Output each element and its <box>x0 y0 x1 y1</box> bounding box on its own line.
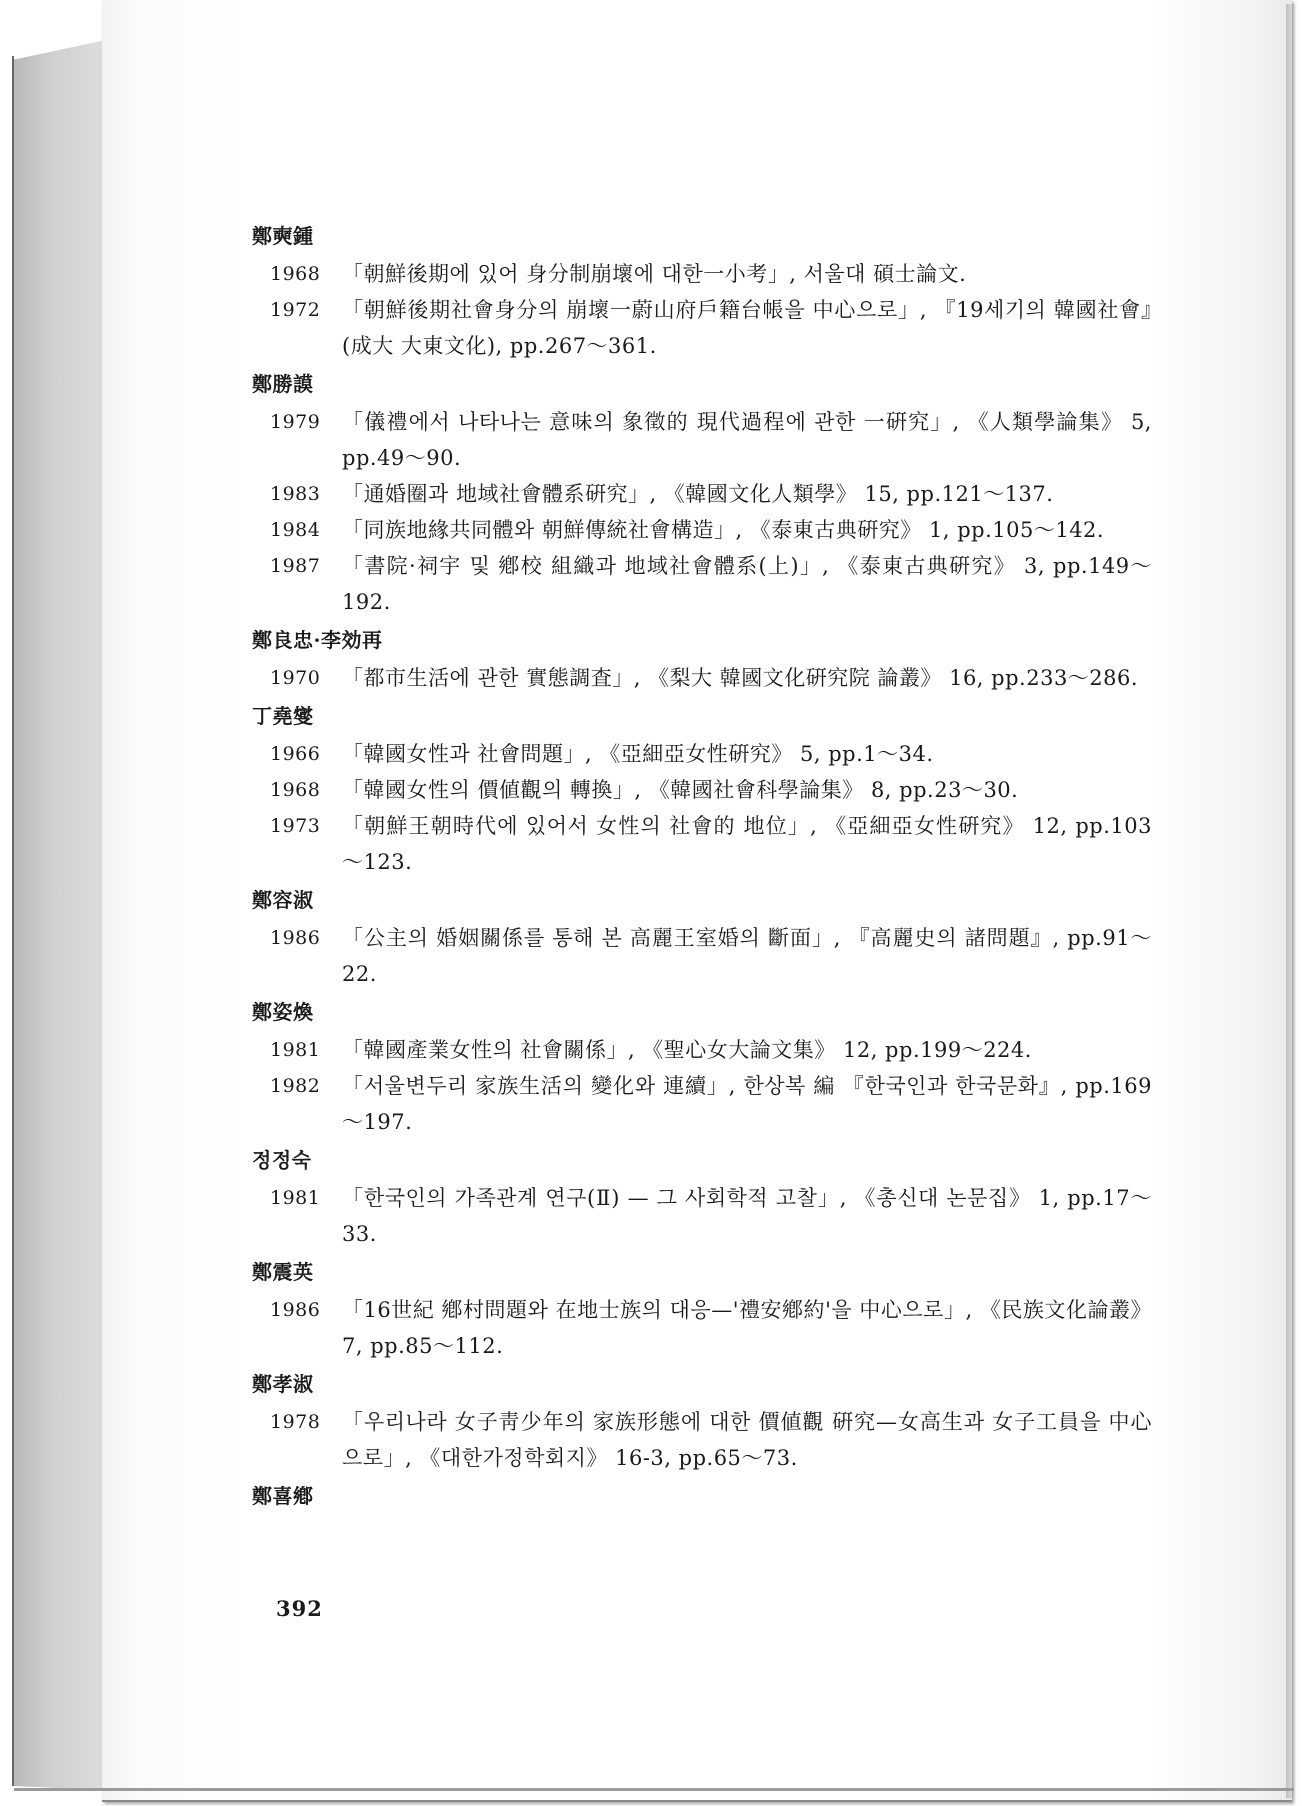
entry-year: 1973 <box>270 815 321 837</box>
bibliography-entry <box>252 512 1152 548</box>
author-heading: 鄭容淑 <box>252 888 314 912</box>
bibliography-entry <box>252 256 1152 292</box>
entry-citation: 「儀禮에서 나타나는 意味의 象徵的 現代過程에 관한 一硏究」, 《人類學論集》 5, pp.49～90. <box>342 410 1152 470</box>
entry-citation: 「韓國女性과 社會問題」, 《亞細亞女性硏究》 5, pp.1～34. <box>342 742 934 766</box>
bibliography-entry <box>252 808 1152 880</box>
author-heading: 鄭奭鍾 <box>252 224 314 248</box>
entry-citation: 「서울변두리 家族生活의 變化와 連續」, 한상복 編 『한국인과 한국문화』, pp.169～197. <box>342 1074 1152 1134</box>
entry-citation: 「朝鮮後期에 있어 身分制崩壞에 대한一小考」, 서울대 碩士論文. <box>342 262 967 286</box>
entry-citation: 「同族地緣共同體와 朝鮮傳統社會構造」, 《泰東古典硏究》 1, pp.105～142. <box>342 518 1105 542</box>
entry-year: 1966 <box>270 743 321 765</box>
author-heading: 鄭孝淑 <box>252 1372 314 1396</box>
entry-citation: 「한국인의 가족관계 연구(Ⅱ) — 그 사회학적 고찰」, 《총신대 논문집》 1, pp.17～33. <box>342 1186 1152 1246</box>
entry-year: 1972 <box>270 299 321 321</box>
entry-citation: 「朝鮮王朝時代에 있어서 女性의 社會的 地位」, 《亞細亞女性硏究》 12, pp.103～123. <box>342 814 1152 874</box>
page-number: 392 <box>276 1596 323 1621</box>
bibliography-entry <box>252 1292 1152 1364</box>
entry-year: 1968 <box>270 263 321 285</box>
entry-year: 1983 <box>270 483 321 505</box>
entry-year: 1984 <box>270 519 321 541</box>
bibliography-entry <box>252 1068 1152 1140</box>
bibliography-entry <box>252 660 1152 696</box>
entry-citation: 「通婚圈과 地域社會體系硏究」, 《韓國文化人類學》 15, pp.121～137. <box>342 482 1054 506</box>
entry-citation: 「韓國產業女性의 社會關係」, 《聖心女大論文集》 12, pp.199～224. <box>342 1038 1032 1062</box>
bibliography-entry <box>252 736 1152 772</box>
bibliography-list <box>252 216 1152 1516</box>
entry-year: 1970 <box>270 667 321 689</box>
bibliography-entry <box>252 1032 1152 1068</box>
author-heading: 鄭勝謨 <box>252 372 314 396</box>
book-bottom-edge <box>14 1788 1294 1791</box>
bibliography-entry <box>252 1404 1152 1476</box>
bibliography-entry <box>252 292 1152 364</box>
entry-year: 1978 <box>270 1411 321 1433</box>
entry-year: 1981 <box>270 1039 321 1061</box>
bibliography-entry <box>252 548 1152 620</box>
author-heading: 鄭姿煥 <box>252 1000 314 1024</box>
entry-citation: 「韓國女性의 價値觀의 轉換」, 《韓國社會科學論集》 8, pp.23～30. <box>342 778 1019 802</box>
entry-year: 1986 <box>270 927 321 949</box>
entry-citation: 「書院·祠宇 및 鄕校 組織과 地域社會體系(上)」, 《泰東古典硏究》 3, pp.149～192. <box>342 554 1152 614</box>
entry-citation: 「都市生活에 관한 實態調査」, 《梨大 韓國文化硏究院 論叢》 16, pp.233～286. <box>342 666 1139 690</box>
bibliography-entry <box>252 476 1152 512</box>
bibliography-entry <box>252 1180 1152 1252</box>
book-spine <box>12 40 106 1790</box>
entry-citation: 「朝鮮後期社會身分의 崩壞一蔚山府戶籍台帳을 中心으로」, 『19세기의 韓國社會』(成大 大東文化), pp.267～361. <box>342 298 1152 358</box>
entry-year: 1981 <box>270 1187 321 1209</box>
entry-citation: 「公主의 婚姻關係를 통해 본 高麗王室婚의 斷面」, 『高麗史의 諸問題』, pp.91～22. <box>342 926 1152 986</box>
page-shadow <box>1286 4 1296 1798</box>
entry-year: 1979 <box>270 411 321 433</box>
bibliography-entry <box>252 920 1152 992</box>
bibliography-entry <box>252 404 1152 476</box>
entry-year: 1986 <box>270 1299 321 1321</box>
author-heading: 정정숙 <box>252 1148 312 1172</box>
bibliography-entry <box>252 772 1152 808</box>
entry-year: 1968 <box>270 779 321 801</box>
entry-year: 1987 <box>270 555 321 577</box>
author-heading: 丁堯燮 <box>252 704 314 728</box>
book-spine-edge <box>12 56 14 1786</box>
entry-citation: 「16世紀 鄕村問題와 在地士族의 대응—'禮安鄕約'을 中心으로」, 《民族文化論叢》 7, pp.85～112. <box>342 1298 1152 1358</box>
author-heading: 鄭喜鄕 <box>252 1484 314 1508</box>
entry-citation: 「우리나라 女子靑少年의 家族形態에 대한 價値觀 硏究—女高生과 女子工員을 中心으로」, 《대한가정학회지》 16-3, pp.65～73. <box>342 1410 1152 1470</box>
author-heading: 鄭良忠·李効再 <box>252 628 383 652</box>
author-heading: 鄭震英 <box>252 1260 314 1284</box>
entry-year: 1982 <box>270 1075 321 1097</box>
